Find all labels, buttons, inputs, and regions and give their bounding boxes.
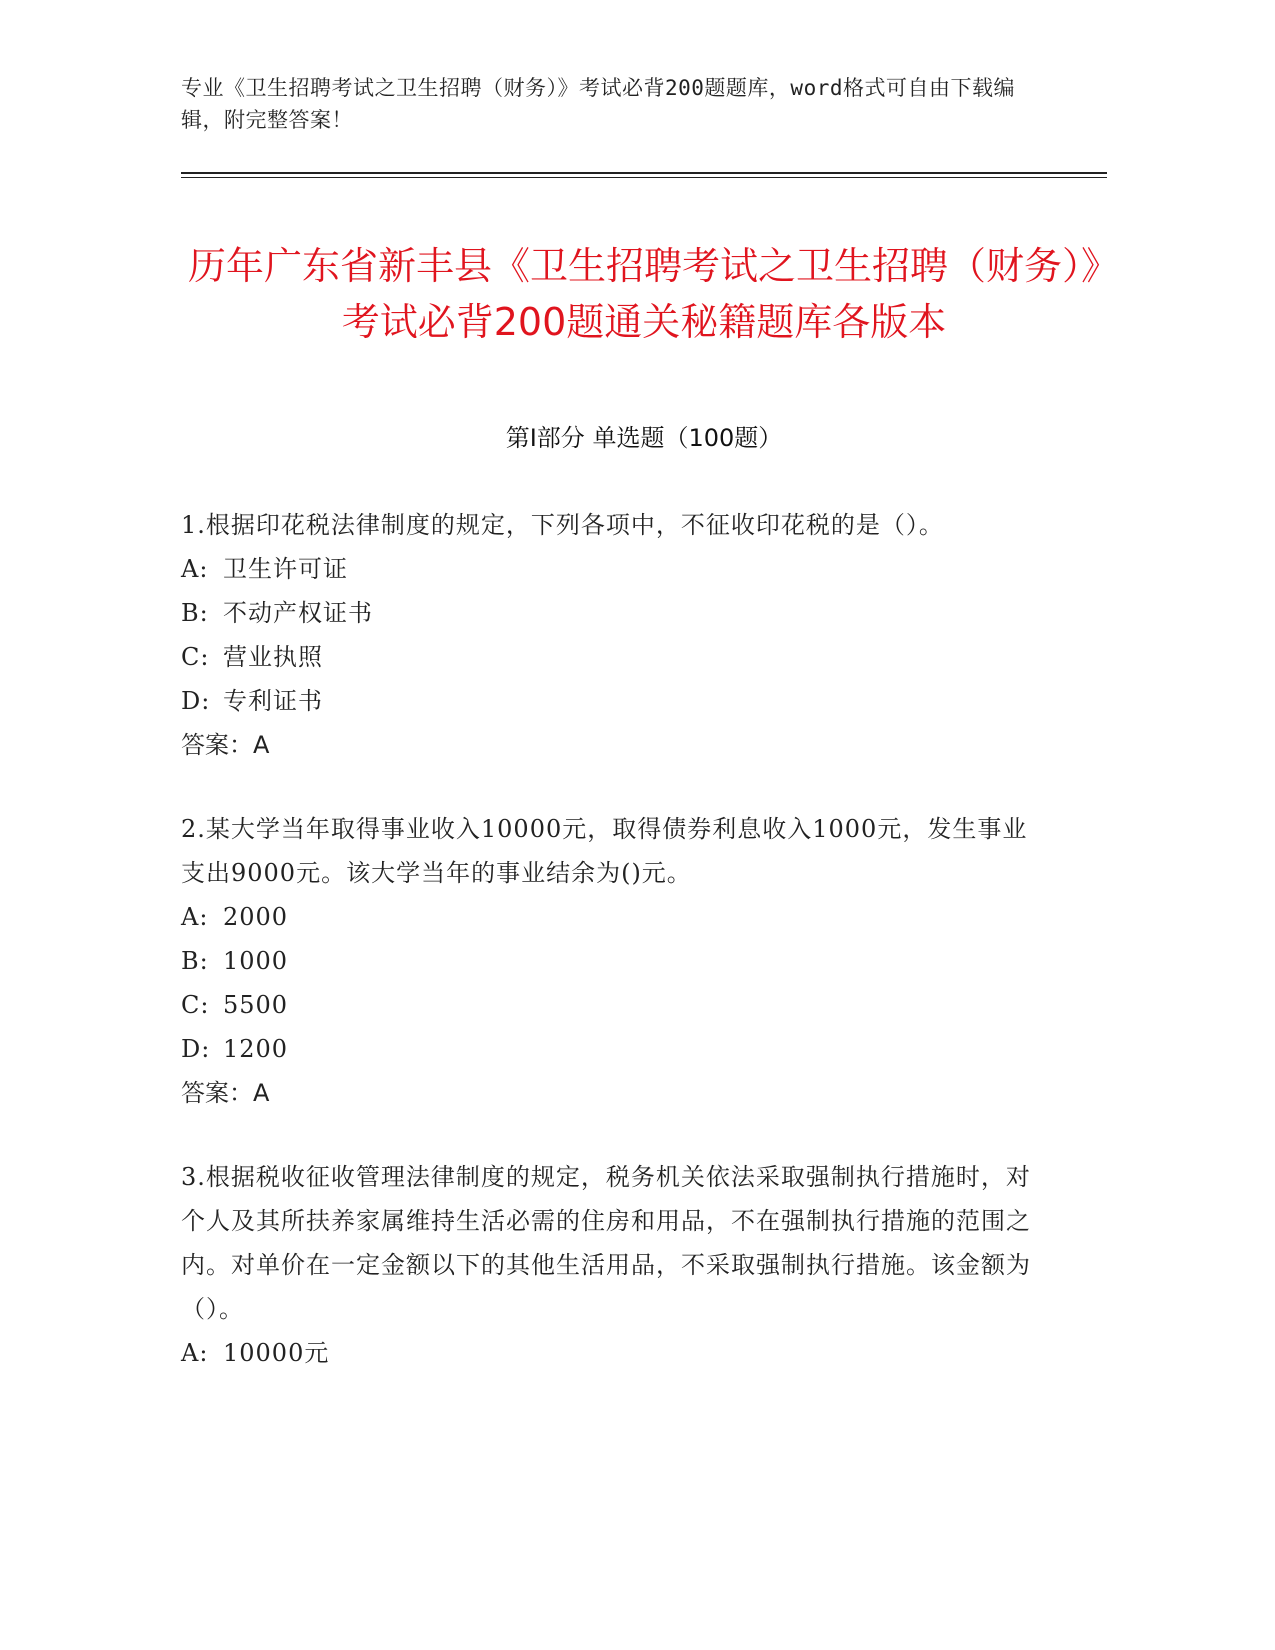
header-divider-thin	[181, 177, 1107, 178]
option-a	[181, 895, 1041, 939]
option-key: A:	[181, 903, 209, 931]
option-text: 5500	[223, 991, 289, 1019]
option-d	[181, 679, 1041, 723]
option-a	[181, 1331, 1041, 1375]
question-3	[181, 1155, 1041, 1375]
option-text: 卫生许可证	[223, 555, 348, 583]
option-text: 2000	[223, 903, 289, 931]
option-text: 10000元	[223, 1339, 330, 1367]
document-title: 历年广东省新丰县《卫生招聘考试之卫生招聘（财务）》考试必背200题通关秘籍题库各版本	[187, 244, 1100, 345]
section-heading: 第Ⅰ部分 单选题（100题）	[505, 424, 783, 452]
option-key: C:	[181, 643, 210, 671]
option-key: A:	[181, 1339, 209, 1367]
option-key: D:	[181, 687, 211, 715]
question-stem: 1.根据印花税法律制度的规定，下列各项中，不征收印花税的是（）。	[181, 511, 944, 539]
question-list	[181, 503, 1041, 1415]
question-stem: 2.某大学当年取得事业收入10000元，取得债券利息收入1000元，发生事业支出9000元。该大学当年的事业结余为()元。	[181, 815, 1028, 887]
option-b	[181, 591, 1041, 635]
question-2	[181, 807, 1041, 1115]
option-key: C:	[181, 991, 210, 1019]
option-text: 营业执照	[223, 643, 323, 671]
option-text: 1000	[223, 947, 289, 975]
question-answer: 答案：A	[181, 731, 270, 759]
option-key: A:	[181, 555, 209, 583]
option-c	[181, 635, 1041, 679]
option-key: D:	[181, 1035, 211, 1063]
header-divider-thick	[181, 172, 1107, 174]
option-key: B:	[181, 599, 209, 627]
option-d	[181, 1027, 1041, 1071]
question-answer: 答案：A	[181, 1079, 270, 1107]
option-text: 1200	[223, 1035, 289, 1063]
option-text: 专利证书	[223, 687, 323, 715]
option-b	[181, 939, 1041, 983]
option-text: 不动产权证书	[223, 599, 373, 627]
option-c	[181, 983, 1041, 1027]
option-a	[181, 547, 1041, 591]
question-1	[181, 503, 1041, 767]
question-stem: 3.根据税收征收管理法律制度的规定，税务机关依法采取强制执行措施时，对个人及其所扶养家属维持生活必需的住房和用品，不在强制执行措施的范围之内。对单价在一定金额以下的其他生活用品，不采取强制执行措施。该金额为（）。	[181, 1163, 1031, 1323]
option-key: B:	[181, 947, 209, 975]
header-note: 专业《卫生招聘考试之卫生招聘（财务）》考试必背200题题库，word格式可自由下载编辑，附完整答案！	[181, 76, 1015, 132]
